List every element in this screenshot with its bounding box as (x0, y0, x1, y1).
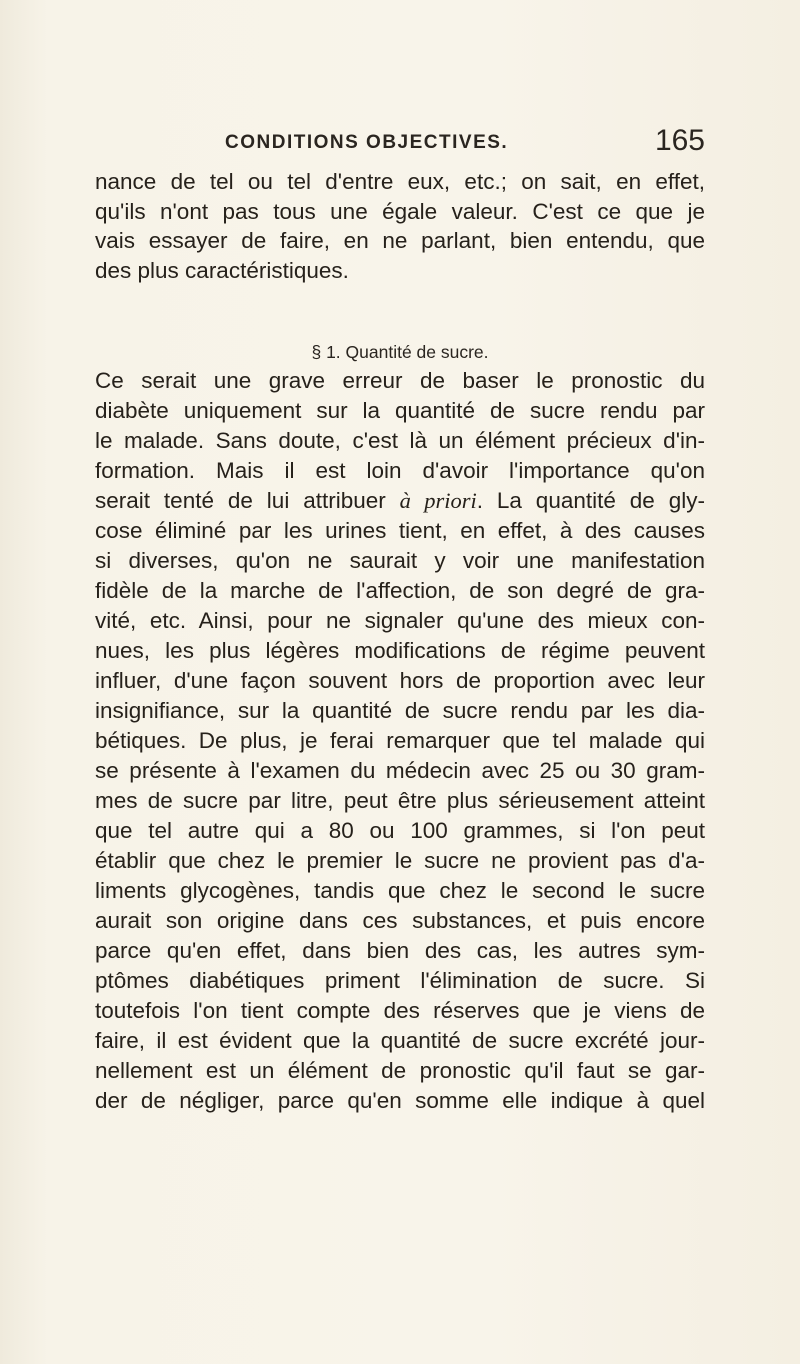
running-title: CONDITIONS OBJECTIVES. (225, 132, 509, 153)
text-segment: serait tenté de lui attribuer (95, 488, 386, 513)
text-line: insignifiance, sur la quantité de sucre rendu par les dia- (95, 698, 705, 723)
text-line: établir que chez le premier le sucre ne provient pas d'a- (95, 848, 705, 873)
text-line: der de négliger, parce qu'en somme elle indique à quel (95, 1088, 705, 1113)
paragraph-2 (95, 366, 705, 1116)
paragraph-1 (95, 167, 705, 285)
section-heading: § 1. Quantité de sucre. (311, 342, 489, 362)
text-line: des plus caractéristiques. (95, 257, 349, 283)
text-line: bétiques. De plus, je ferai remarquer que tel malade qui (95, 728, 705, 753)
text-line: qu'ils n'ont pas tous une égale valeur. C'est ce que je (95, 198, 705, 224)
text-line: liments glycogènes, tandis que chez le second le sucre (95, 878, 705, 903)
text-line: vité, etc. Ainsi, pour ne signaler qu'une des mieux con- (95, 608, 705, 633)
text-line: le malade. Sans doute, c'est là un élément précieux d'in- (95, 428, 705, 453)
text-line: si diverses, qu'on ne saurait y voir une manifestation (95, 548, 705, 573)
page-number: 165 (654, 124, 705, 157)
text-line: cose éliminé par les urines tient, en effet, à des causes (95, 518, 705, 543)
text-line: nues, les plus légères modifications de régime peuvent (95, 638, 705, 663)
text-line: Ce serait une grave erreur de baser le pronostic du (95, 368, 705, 393)
text-line: formation. Mais il est loin d'avoir l'importance qu'on (95, 458, 705, 483)
text-line: aurait son origine dans ces substances, et puis encore (95, 908, 705, 933)
italic-phrase: à priori (399, 488, 477, 513)
text-line: faire, il est évident que la quantité de sucre excrété jour- (95, 1028, 705, 1053)
text-line: influer, d'une façon souvent hors de proportion avec leur (95, 668, 705, 693)
text-segment: . La quantité de gly- (476, 488, 705, 513)
text-line: parce qu'en effet, dans bien des cas, les autres sym- (95, 938, 705, 963)
text-line: toutefois l'on tient compte des réserves que je viens de (95, 998, 705, 1023)
text-line: mes de sucre par litre, peut être plus sérieusement atteint (95, 788, 705, 813)
text-line: fidèle de la marche de l'affection, de son degré de gra- (95, 578, 705, 603)
text-line: diabète uniquement sur la quantité de sucre rendu par (95, 398, 705, 423)
running-head (95, 120, 705, 160)
text-line: nellement est un élément de pronostic qu'il faut se gar- (95, 1058, 705, 1083)
text-line-with-italic (95, 486, 705, 516)
text-line: vais essayer de faire, en ne parlant, bien entendu, que (95, 228, 705, 253)
text-line: nance de tel ou tel d'entre eux, etc.; on sait, en effet, (95, 169, 705, 194)
text-line: ptômes diabétiques priment l'élimination de sucre. Si (95, 968, 705, 993)
text-line: se présente à l'examen du médecin avec 25 ou 30 gram- (95, 758, 705, 783)
text-line: que tel autre qui a 80 ou 100 grammes, si l'on peut (95, 818, 705, 843)
